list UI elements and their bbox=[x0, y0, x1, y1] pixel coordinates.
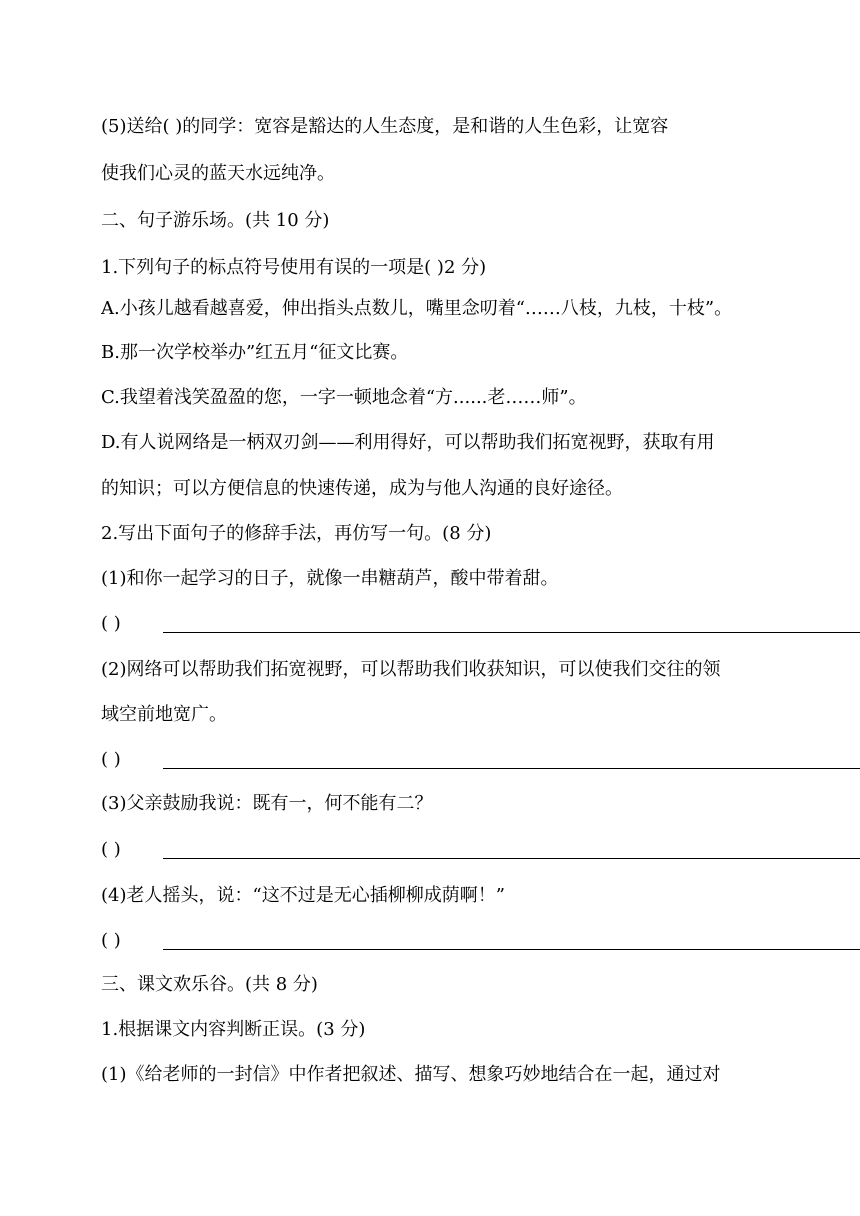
option-b: B.那一次学校举办”红五月“征文比赛。 bbox=[101, 342, 409, 363]
question-5-line-2: 使我们心灵的蓝天水远纯净。 bbox=[101, 163, 335, 184]
sentence-2-line-2: 域空前地宽广。 bbox=[101, 704, 227, 725]
statement-1: (1)《给老师的一封信》中作者把叙述、描写、想象巧妙地结合在一起，通过对 bbox=[101, 1064, 721, 1085]
sentence-3: (3)父亲鼓励我说：既有一，何不能有二？ bbox=[101, 793, 433, 814]
question-2-2-prompt: 2.写出下面句子的修辞手法，再仿写一句。(8 分) bbox=[101, 523, 492, 544]
answer-underline bbox=[163, 632, 860, 633]
answer-underline bbox=[163, 768, 860, 769]
answer-blank-3[interactable] bbox=[101, 838, 121, 862]
question-3-1-prompt: 1.根据课文内容判断正误。(3 分) bbox=[101, 1019, 366, 1040]
rhetoric-paren: ( ) bbox=[101, 613, 121, 634]
sentence-1: (1)和你一起学习的日子，就像一串糖葫芦，酸中带着甜。 bbox=[101, 568, 559, 589]
option-d-line-2: 的知识；可以方便信息的快速传递，成为与他人沟通的良好途径。 bbox=[101, 478, 623, 499]
rhetoric-paren: ( ) bbox=[101, 839, 121, 860]
answer-underline bbox=[163, 858, 860, 859]
option-c: C.我望着浅笑盈盈的您，一字一顿地念着“方......老……师”。 bbox=[101, 387, 587, 408]
sentence-4: (4)老人摇头，说：“这不过是无心插柳柳成荫啊！” bbox=[101, 885, 505, 906]
option-a: A.小孩儿越看越喜爱，伸出指头点数儿，嘴里念叨着“……八枝，九枝，十枝”。 bbox=[101, 298, 733, 319]
answer-blank-4[interactable] bbox=[101, 929, 121, 953]
question-2-1-prompt: 1.下列句子的标点符号使用有误的一项是( )2 分) bbox=[101, 257, 487, 278]
rhetoric-paren: ( ) bbox=[101, 749, 121, 770]
answer-blank-2[interactable] bbox=[101, 748, 121, 772]
rhetoric-paren: ( ) bbox=[101, 930, 121, 951]
option-d-line-1: D.有人说网络是一柄双刃剑——利用得好，可以帮助我们拓宽视野，获取有用 bbox=[101, 432, 715, 453]
question-5-line-1: (5)送给( )的同学：宽容是豁达的人生态度，是和谐的人生色彩，让宽容 bbox=[101, 116, 669, 137]
answer-blank-1[interactable] bbox=[101, 612, 121, 636]
answer-underline bbox=[163, 949, 860, 950]
sentence-2-line-1: (2)网络可以帮助我们拓宽视野，可以帮助我们收获知识，可以使我们交往的领 bbox=[101, 659, 721, 680]
section-2-heading: 二、句子游乐场。(共 10 分) bbox=[101, 210, 330, 231]
section-3-heading: 三、课文欢乐谷。(共 8 分) bbox=[101, 974, 318, 995]
